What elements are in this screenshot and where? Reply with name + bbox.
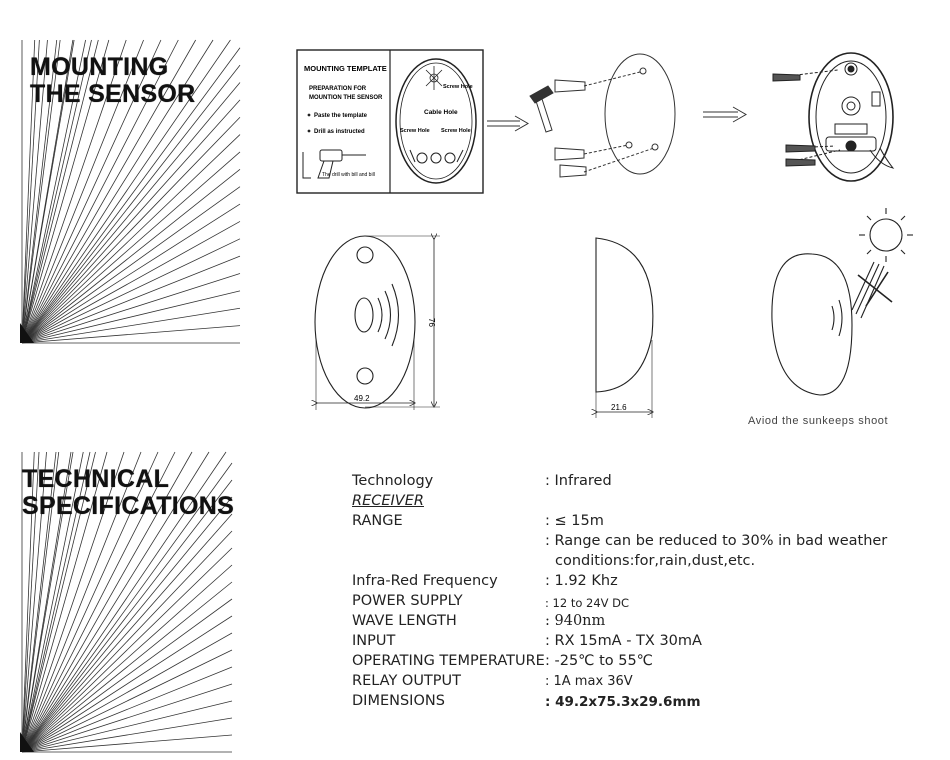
template-screw-hole-top: Screw Hole bbox=[443, 84, 473, 90]
template-bullet-1: Paste the template bbox=[314, 113, 368, 119]
spec-value-input: : RX 15mA - TX 30mA bbox=[545, 633, 702, 649]
specs-heading bbox=[22, 466, 234, 520]
arrow-icon bbox=[703, 107, 746, 122]
forbidden-x-icon bbox=[858, 272, 892, 306]
drill-caption: The drill with bill and bill bbox=[322, 172, 375, 178]
spec-label-range: RANGE bbox=[352, 513, 403, 529]
spec-value-power: : 12 to 24V DC bbox=[545, 596, 630, 610]
template-cable-hole: Cable Hole bbox=[424, 109, 458, 116]
mounting-heading-line2: THE SENSOR bbox=[30, 80, 196, 108]
spec-value-relay: : 1A max 36V bbox=[545, 674, 633, 689]
arrow-icon bbox=[487, 116, 528, 131]
side-view-drawing bbox=[596, 238, 653, 418]
decorative-ray-fans bbox=[0, 0, 260, 760]
front-view-drawing bbox=[315, 236, 440, 410]
spec-value-temperature: : -25℃ to 55℃ bbox=[545, 653, 653, 669]
spec-value-frequency: : 1.92 Khz bbox=[545, 573, 618, 589]
dimension-width: 49.2 bbox=[354, 394, 370, 403]
template-prep-2: MOUNTION THE SENSOR bbox=[309, 95, 383, 101]
spec-label-relay: RELAY OUTPUT bbox=[352, 673, 462, 689]
dimension-depth: 21.6 bbox=[611, 403, 627, 412]
mounting-illustrations bbox=[280, 30, 940, 440]
sun-warning-caption: Aviod the sunkeeps shoot bbox=[748, 415, 889, 427]
specs-heading-line1: TECHNICAL bbox=[22, 465, 170, 493]
spec-value-range-note: : Range can be reduced to 30% in bad weather bbox=[545, 533, 888, 549]
sun-icon bbox=[859, 208, 913, 262]
spec-label-frequency: Infra-Red Frequency bbox=[352, 573, 498, 589]
sun-warning-drawing bbox=[772, 208, 913, 395]
template-prep-1: PREPARATION FOR bbox=[309, 86, 367, 92]
spec-label-dimensions: DIMENSIONS bbox=[352, 693, 445, 709]
template-screw-hole-left: Screw Hole bbox=[400, 128, 430, 134]
spec-value-wavelength: : 940nm bbox=[545, 613, 606, 629]
mounting-heading bbox=[30, 54, 196, 108]
spec-value-dimensions: : 49.2x75.3x29.6mm bbox=[545, 694, 701, 710]
mounting-template-card bbox=[297, 50, 483, 193]
dimension-height: 76 bbox=[427, 318, 436, 327]
spec-label-power: POWER SUPPLY bbox=[352, 593, 463, 609]
template-screw-hole-right: Screw Hole bbox=[441, 128, 471, 134]
template-bullet-2: Drill as instructed bbox=[314, 129, 365, 135]
spec-value-technology: : Infrared bbox=[545, 473, 612, 489]
mounted-sensor-step bbox=[773, 53, 893, 181]
spec-label-wavelength: WAVE LENGTH bbox=[352, 613, 457, 629]
spec-label-temperature: OPERATING TEMPERATURE bbox=[352, 653, 545, 669]
spec-label-input: INPUT bbox=[352, 633, 396, 649]
spec-label-technology: Technology bbox=[352, 473, 434, 489]
spec-value-range: : ≤ 15m bbox=[545, 513, 604, 529]
hammer-icon bbox=[530, 86, 553, 132]
specs-heading-line2: SPECIFICATIONS bbox=[22, 492, 235, 520]
spec-value-range-note-2: conditions:for,rain,dust,etc. bbox=[555, 553, 756, 569]
template-title: MOUNTING TEMPLATE bbox=[304, 64, 387, 73]
wall-plugs-step bbox=[530, 54, 675, 177]
mounting-heading-line1: MOUNTING bbox=[30, 53, 169, 81]
spec-label-receiver: RECEIVER bbox=[352, 493, 424, 509]
